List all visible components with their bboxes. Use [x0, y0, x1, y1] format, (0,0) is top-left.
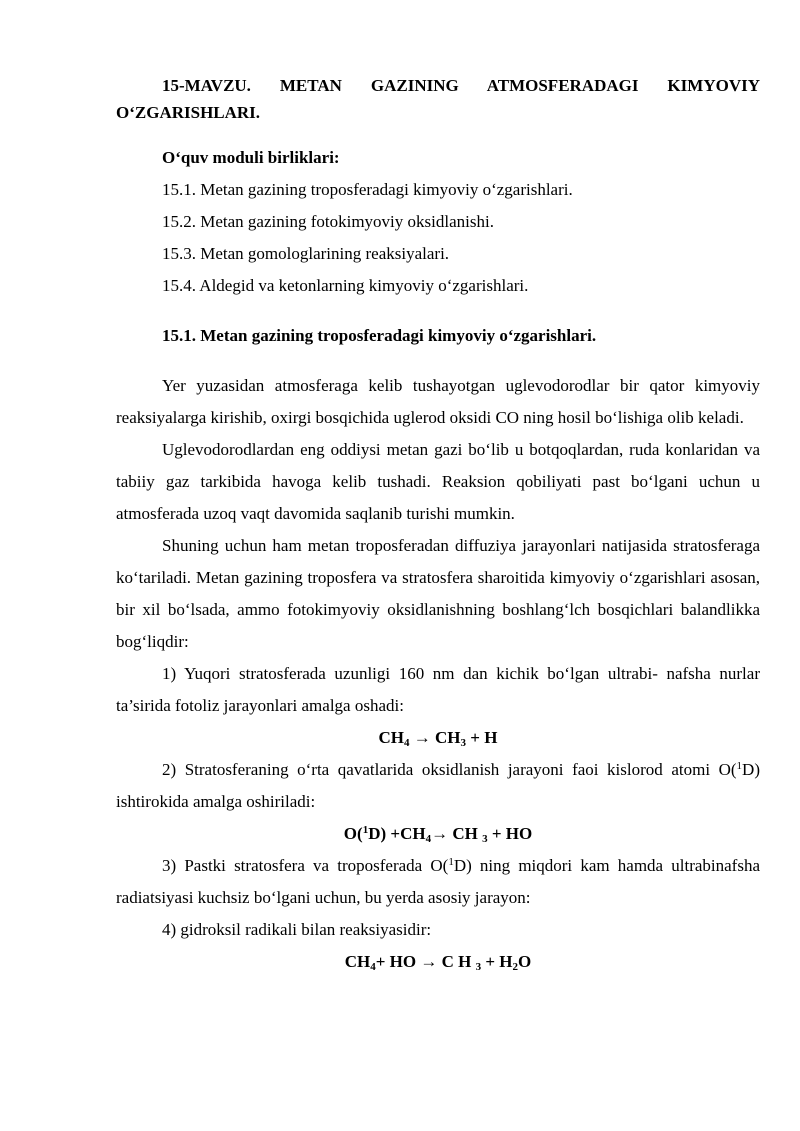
module-item: 15.4. Aldegid va ketonlarning kimyoviy o‘zgarishlari.	[162, 276, 529, 295]
formula-hydroxyl-reaction: $CH_4+$ HO → C H $_3 + H_2O$	[344, 952, 532, 973]
paragraph: 2) Stratosferaning o‘rta qavatlarida oksidlanish jarayoni faoi kislorod atomi O($^1$D) ishtirokida amalga oshiriladi:	[116, 760, 760, 811]
paragraph: 4) gidroksil radikali bilan reaksiyasidir:	[162, 920, 432, 939]
paragraph: Shuning uchun ham metan troposferadan diffuziya jarayonlari natijasida stratosferaga ko‘tariladi. Metan gazining troposfera va stratosfera sharoitida kimyoviy o‘zgarishlari asosan, bir xil bo‘lsada, ammo fotokimyoviy oksidlanishning boshlang‘lch bosqichlari balandlikka bog‘liqdir:	[116, 536, 760, 651]
document-page	[116, 72, 760, 978]
module-item: 15.3. Metan gomologlarining reaksiyalari.	[162, 244, 450, 263]
module-heading: O‘quv moduli birliklari:	[162, 148, 340, 167]
module-item: 15.2. Metan gazining fotokimyoviy oksidlanishi.	[162, 212, 494, 231]
paragraph: 3) Pastki stratosfera va troposferada O($^1$D) ning miqdori kam hamda ultrabinafsha radiatsiyasi kuchsiz bo‘lgani uchun, bu yerda asosiy jarayon:	[116, 856, 760, 907]
section-heading: 15.1. Metan gazining troposferadagi kimyoviy o‘zgarishlari.	[162, 326, 597, 345]
formula-photolysis: $CH_4 \to CH_3 + H$	[378, 728, 498, 749]
paragraph: Uglevodorodlardan eng oddiysi metan gazi bo‘lib u botqoqlardan, ruda konlaridan va tabiiy gaz tarkibida havoga kelib tushadi. Reaksion qobiliyati past bo‘lgani uchun u atmosferada uzoq vaqt davomida saqlanib turishi mumkin.	[116, 440, 760, 523]
page-title: 15-MAVZU. METAN GAZINING ATMOSFERADAGI KIMYOVIY O‘ZGARISHLARI.	[116, 76, 760, 122]
paragraph: Yer yuzasidan atmosferaga kelib tushayotgan uglevodorodlar bir qator kimyoviy reaksiyalarga kirishib, oxirgi bosqichida uglerod oksidi CO ning hosil bo‘lishiga olib keladi.	[116, 376, 760, 427]
formula-oxygen-reaction: $O(^1D) +CH_4\to$ CH $_3$ + HO	[343, 824, 533, 845]
paragraph: 1) Yuqori stratosferada uzunligi 160 nm dan kichik bo‘lgan ultrabi- nafsha nurlar ta’sirida fotoliz jarayonlari amalga oshadi:	[116, 664, 760, 715]
module-item: 15.1. Metan gazining troposferadagi kimyoviy o‘zgarishlari.	[162, 180, 573, 199]
